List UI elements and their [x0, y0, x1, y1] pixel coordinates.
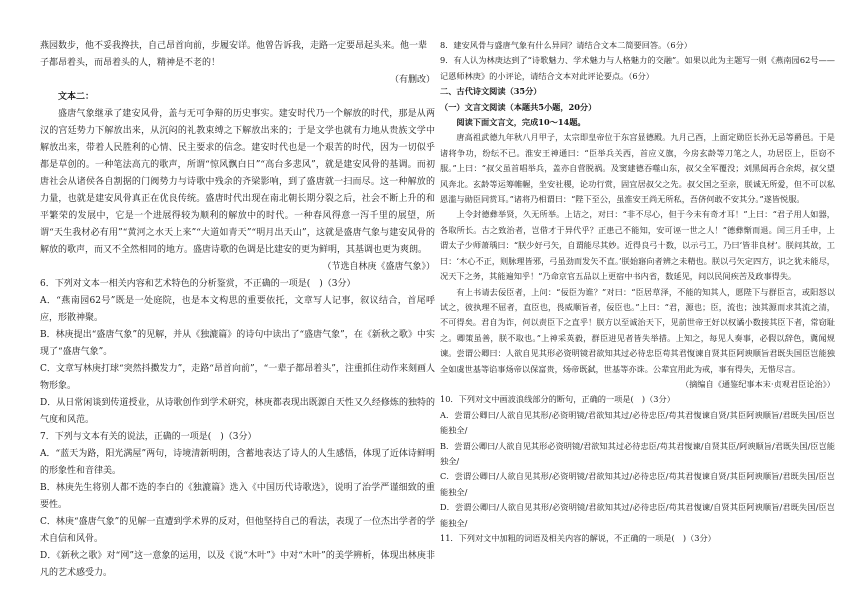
question-10-stem: 10．下列对文中画波浪线部分的断句，正确的一项是( )（3分） — [440, 394, 675, 405]
question-7-option-d: D．《新秋之歌》对“网”这一意象的运用，以及《说“木叶”》中对“木叶”的美学辨析，体现出林庚非凡的艺术感受力。 — [40, 551, 435, 578]
text1-ending-line-1: 燕园数步，他不妥我搀扶，自己昂首向前，步履安详。他曾告诉我，走路一定要昂起头来。他一辈 — [40, 41, 428, 51]
question-7-stem: 7．下列与文本有关的说法，正确的一项是( )（3分） — [40, 432, 257, 442]
text2-title: 文本二： — [58, 92, 95, 102]
text2-source: （节选自林庚《盛唐气象》） — [322, 262, 435, 272]
question-6-stem: 6．下列对文本一相关内容和艺术特色的分析鉴赏，不正确的一项是( )（3分） — [40, 279, 356, 289]
question-11-stem: 11．下列对文中加粗的词语及相关内容的解说，不正确的一项是( )（3分） — [440, 533, 716, 543]
left-column — [40, 38, 435, 582]
question-7-option-b: B．林庚先生将别人都不选的李白的《独漉篇》选入《中国历代诗歌选》，说明了治学严谨细致的重要性。 — [40, 483, 435, 510]
question-6-option-d: D．从日常闲谈到传道授业，从诗歌创作到学术研究，林庚都表现出既源自天性又久经修炼的独特的气度和风范。 — [40, 398, 435, 425]
text1-ending-line-2: 子都昂着头，而昂着头的人，精神是不老的！ — [40, 58, 221, 68]
classical-passage-paragraph-1: 唐高祖武德九年秋八月甲子，太宗即皇帝位于东宫显德殿。九月己酉，上面定勋臣长孙无忌等爵邑。于是诸将争功，纷纭不已。淮安王神通曰：“臣举兵关西，首应义旗，今房玄龄等刀笔之人，功居臣上，臣窃不服。”上曰：“叔父虽首唱举兵，盖亦自营脱祸。及窦建德吞噬山东，叔父全军覆没；刘黑闼再合余烬，叔父望风奔北。玄龄等运筹帷幄，坐安社稷，论功行赏，固宜居叔父之先。叔父国之至亲，朕诚无所爱，但不可以私恩滥与勋臣同赏耳。”诸将乃相谓曰：“陛下至公，虽淮安王尚无所私，吾侪何敢不安其分。”遂皆悦服。 — [440, 132, 835, 205]
question-8: 8．建安风骨与盛唐气象有什么异同？请结合文本二简要回答。（6分） — [440, 40, 692, 50]
reading-instruction: 阅读下面文言文，完成10～14题。 — [456, 117, 586, 128]
passage-source: （摘编自《通鉴纪事本末·贞观君臣论治》） — [680, 378, 835, 389]
question-6-option-c: C．文章写林庚打球“突然抖擞发力”，走路“昂首向前”，“一辈子都昂着头”，注重抓住动作来刻画人物形象。 — [40, 364, 435, 391]
question-10-option-b: B．尝谓公卿曰/人欲自见其形必资明镜/君欲知其过必待忠臣/苟其君愎谏/自贤其臣/阿谀顺旨/君既失国/臣岂能独全/ — [440, 440, 835, 466]
question-6-option-a: A．“燕南园62号”既是一处庭院，也是本文构思的重要依托，文章写人记事，叙议结合，首尾呼应，形散神聚。 — [40, 296, 435, 323]
question-10-option-a: A．尝谓公卿曰/人欲自见其形/必资明镜/君欲知其过/必待忠臣/苟其君愎谏自贤/其臣阿谀顺旨/君既失国/臣岂能独全/ — [440, 409, 835, 436]
question-7-option-c: C．林庚“盛唐气象”的见解一直遭到学术界的反对，但他坚持自己的看法，表现了一位杰出学者的学术自信和风骨。 — [40, 517, 435, 544]
section-2-subheading: （一）文言文阅读（本题共5小题，20分） — [440, 101, 597, 112]
question-6-option-b: B．林庚提出“盛唐气象”的见解，并从《独漉篇》的诗句中读出了“盛唐气象”，在《新秋之歌》中实现了“盛唐气象”。 — [40, 330, 435, 357]
classical-passage-paragraph-3: 有上书请去佞臣者，上问：“佞臣为谁？”对曰：“臣居草泽，不能的知其人，愿陛下与群臣言，或阳怒以试之，彼执理不屈者，直臣也，畏威顺旨者，佞臣也。”上曰：“君，源也；臣，流也；浊其源而求其流之清，不可得矣。君自为诈，何以责臣下之直乎！朕方以至诚治天下，见前世帝王好以权谲小数接其臣下者，常窃耻之。卿策虽善，朕不取也。”上神采英毅，群臣进见者皆失举措。上知之，每见人奏事，必假以辞色，冀闻规谏。尝谓公卿曰：人欲自见其形必资明镜君欲知其过必待忠臣苟其君愎谏自贤其臣阿谀顺旨君既失国臣岂能独全如虞世基等谄事炀帝以保富贵，炀帝既弑，世基等亦诛。公辈宜用此为戒，事有得失，无惜尽言。 — [440, 286, 835, 374]
question-10-option-d: D．尝谓公卿曰/人欲自见其形/必资明镜/君欲知其过/必待忠臣/苟其君愎谏/自贤其臣阿谀顺旨/君既失国/臣岂能独全/ — [440, 502, 835, 528]
text2-body: 盛唐气象继承了建安风骨，盖与无可争辩的历史事实。建安时代乃一个解放的时代，那是从两汉的宫廷势力下解放出来，从沉闷的礼教束缚之下解放出来的；于是文学也就有力地从贵族文学中解放出来，带着人民胜利的心情、民主要求的信念。建安时代也是一个艰苦的时代，因为一切似乎都是草创的。一种笔法高亢的歌声，所谓“惊风飘白日”“高台多悲风”，就是建安风骨的基调。而初唐社会从诸侯各自割据的门阀势力与诗歌中残余的齐梁影响，到了盛唐就一扫而尽。这一种解放的力量，也就是建安风骨真正在优良传统。盛唐时代出现在南北朝长期分裂之后，社会不断上升的和平繁荣的发展中，它是一个进展得较为顺利的解放中的时代。一种春风得意一泻千里的展望，所谓“天生我材必有用”“黄河之水天上来”“大道如青天”“明月出天山”，这就是盛唐气象与建安风骨的解放的歌声，而又不全然相同的地方。盛唐诗歌的色调是比建安的更为鲜明，其基调也更为爽朗。 — [40, 109, 435, 255]
text1-source: （有删改） — [389, 75, 435, 85]
section-2-heading: 二、古代诗文阅读（35分） — [440, 86, 542, 97]
question-10-option-c: C．尝谓公卿曰/人欲自见其形/必资明镜/君欲知其过/必待忠臣/苟其君愎谏自贤/其臣阿谀顺旨/君既失国/臣岂能独全/ — [440, 471, 835, 497]
question-9: 9．有人认为林庚达到了“诗歌魅力、学术魅力与人格魅力的交融”。如果以此为主题写一则《燕南园62号——记恩师林庚》的小评论，请结合文本对此评论要点。（6分） — [440, 55, 835, 81]
right-column — [440, 38, 835, 546]
classical-passage-paragraph-2: 上令封德彝举贤，久无所举。上诘之，对曰：“非不尽心，但于今未有奇才耳！”上曰：“君子用人如器，各取所长。古之致治者，岂借才于异代乎？正患己不能知，安可诬一世之人！”德彝惭而退。闰三月壬申，上谓太子少师萧瑀曰：“朕少好弓矢，自谓能尽其妙。近得良弓十数，以示弓工，乃曰‘皆非良材’。朕问其故，工曰：‘木心不正，则脉理皆邪，弓虽劲而发矢不直。’朕始寤向者辨之未精也。朕以弓矢定四方，识之犹未能尽，况天下之务，其能遍知乎！”乃命京官五品以上更宿中书内省，数延见，问以民间疾苦及政事得失。 — [440, 209, 835, 282]
question-7-option-a: A．“蓝天为路，阳光满屋”两句，诗境清新明朗，含蓄地表达了诗人的人生感悟，体现了近体诗鲜明的形象性和音律美。 — [40, 449, 435, 476]
